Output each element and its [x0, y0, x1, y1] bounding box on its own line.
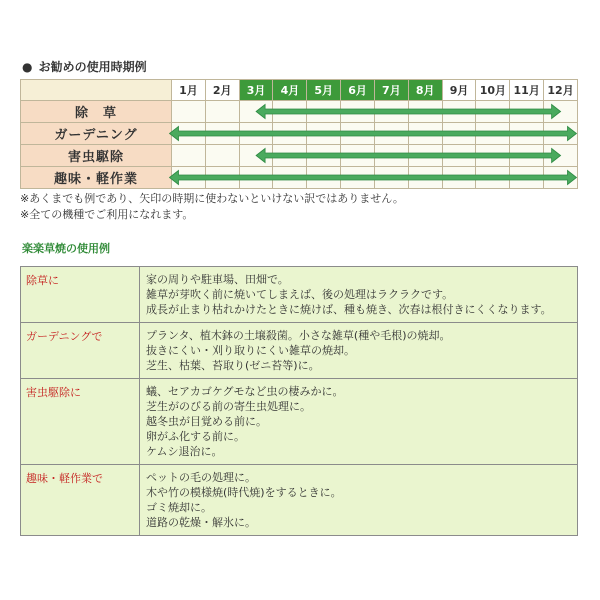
calendar-row [21, 101, 578, 123]
usage-description [140, 465, 578, 536]
row-label: 害虫駆除 [21, 145, 172, 167]
month-header: 6月 [341, 80, 375, 101]
month-header: 7月 [374, 80, 408, 101]
section-title [22, 58, 147, 75]
month-header: 8月 [408, 80, 442, 101]
month-header: 11月 [510, 80, 544, 101]
usage-line: 卵がふ化する前に。 [146, 430, 245, 443]
month-header: 9月 [442, 80, 476, 101]
row-label: 趣味・軽作業 [21, 167, 172, 189]
note-line: ※全ての機種でご利用になれます。 [20, 208, 194, 221]
month-header: 4月 [273, 80, 307, 101]
usage-row [21, 323, 578, 379]
note-line: ※あくまでも例であり、矢印の時期に使わないといけない訳ではありません。 [20, 192, 404, 205]
usage-row [21, 267, 578, 323]
usage-line: ペットの毛の処理に。 [146, 471, 256, 484]
usage-line: 蟻、セアカゴケグモなど虫の棲みかに。 [146, 385, 344, 398]
usage-table [20, 266, 578, 536]
usage-line: 道路の乾燥・解氷に。 [146, 516, 256, 529]
bullet-icon: ● [22, 60, 33, 74]
usage-description [140, 379, 578, 465]
usage-description [140, 323, 578, 379]
month-header: 10月 [476, 80, 510, 101]
usage-description [140, 267, 578, 323]
month-header: 3月 [239, 80, 273, 101]
section-title-text: お勧めの使用時期例 [38, 60, 147, 74]
calendar-corner [21, 80, 172, 101]
usage-line: ゴミ焼却に。 [146, 501, 212, 514]
usage-row [21, 465, 578, 536]
usage-category: 趣味・軽作業で [21, 465, 140, 536]
notes [20, 191, 404, 223]
month-header: 2月 [205, 80, 239, 101]
usage-category: ガーデニングで [21, 323, 140, 379]
usage-category: 除草に [21, 267, 140, 323]
month-header: 5月 [307, 80, 341, 101]
month-header: 1月 [172, 80, 206, 101]
usage-calendar [20, 79, 578, 189]
row-label: ガーデニング [21, 123, 172, 145]
usage-line: 家の周りや駐車場、田畑で。 [146, 273, 289, 286]
usage-line: プランタ、植木鉢の土壌殺菌。小さな雑草(種や毛根)の焼却。 [146, 329, 451, 342]
usage-line: 雑草が芽吹く前に焼いてしまえば、後の処理はラクラクです。 [146, 288, 454, 301]
month-header: 12月 [544, 80, 578, 101]
usage-category: 害虫駆除に [21, 379, 140, 465]
usage-title: 楽楽草焼の使用例 [22, 242, 110, 255]
row-label: 除 草 [21, 101, 172, 123]
usage-row [21, 379, 578, 465]
usage-line: 芝生がのびる前の寄生虫処理に。 [146, 400, 311, 413]
usage-line: 抜きにくい・刈り取りにくい雑草の焼却。 [146, 344, 355, 357]
usage-line: 成長が止まり枯れかけたときに焼けば、種も焼き、次春は根付きにくくなります。 [146, 303, 552, 316]
calendar-row [21, 145, 578, 167]
usage-line: 越冬虫が目覚める前に。 [146, 415, 267, 428]
calendar-row [21, 167, 578, 189]
calendar-row [21, 123, 578, 145]
usage-line: 芝生、枯葉、苔取り(ゼニ苔等)に。 [146, 359, 320, 372]
usage-line: ケムシ退治に。 [146, 445, 223, 458]
usage-line: 木や竹の模様焼(時代焼)をするときに。 [146, 486, 342, 499]
